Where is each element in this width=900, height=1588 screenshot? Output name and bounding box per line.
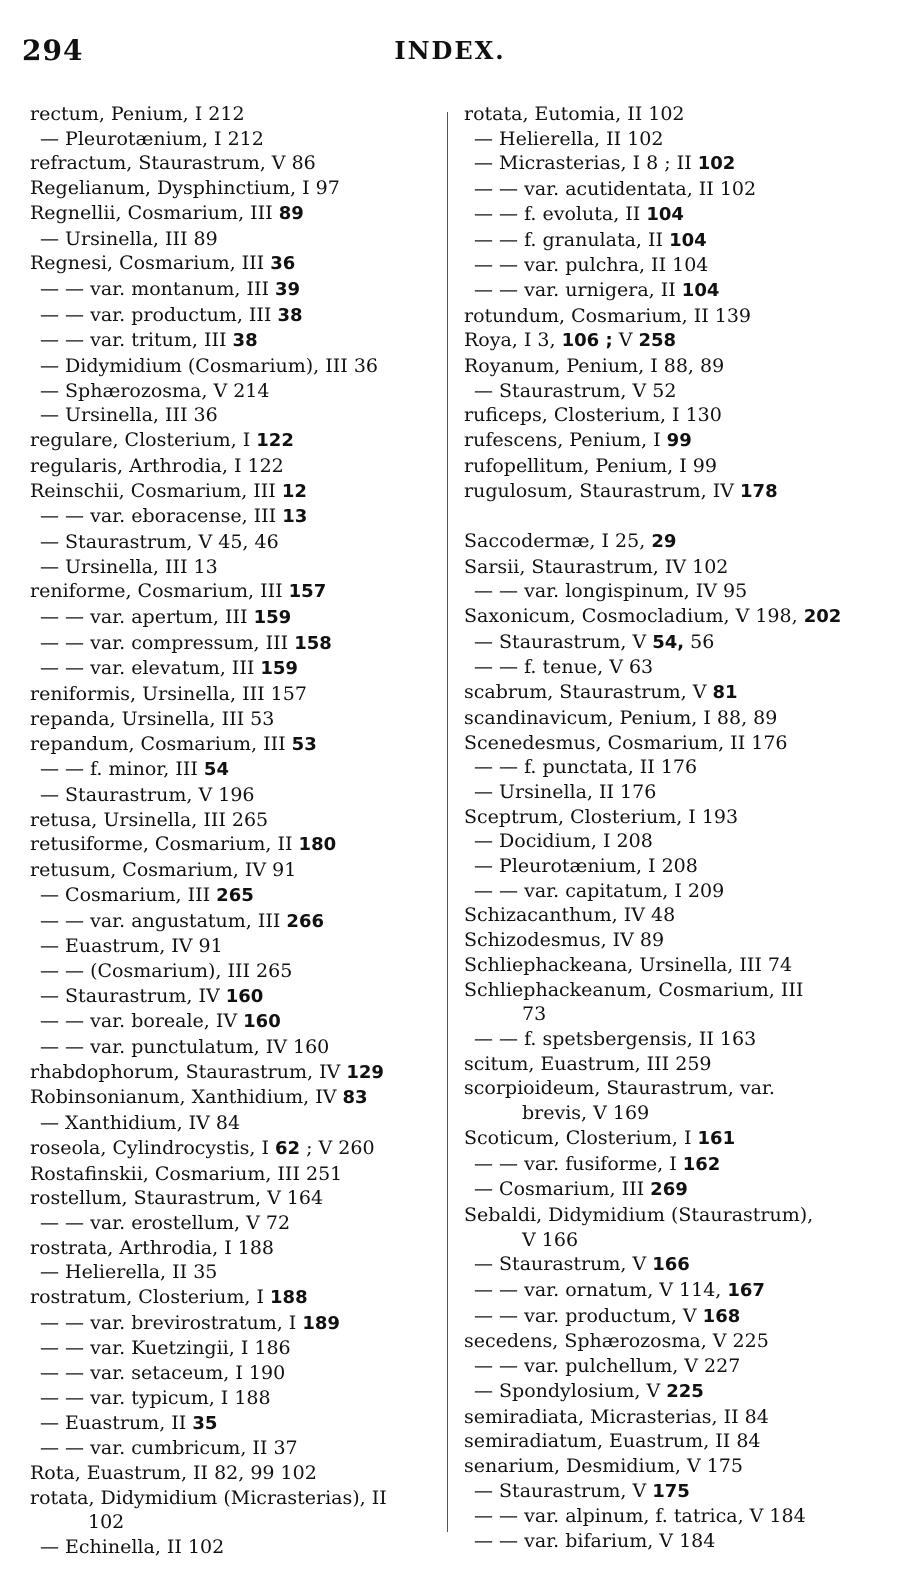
index-entry xyxy=(464,1529,874,1554)
index-entry xyxy=(464,1304,874,1330)
index-entry xyxy=(464,1504,874,1529)
bold-page-ref: 122 xyxy=(256,430,294,452)
index-entry xyxy=(30,732,436,758)
bold-page-ref: 36 xyxy=(270,253,296,275)
index-entry xyxy=(464,1177,874,1203)
entry-text: — — var. compressum, III xyxy=(40,631,295,654)
entry-text: — — (Cosmarium), III 265 xyxy=(40,959,293,982)
index-entry xyxy=(464,127,874,152)
index-entry xyxy=(30,934,436,959)
entry-text: Rota, Euastrum, II 82, 99 102 xyxy=(30,1461,317,1484)
entry-text: Scoticum, Closterium, I xyxy=(464,1126,698,1149)
index-entry xyxy=(464,228,874,254)
index-entry xyxy=(30,579,436,605)
index-entry xyxy=(464,304,874,329)
entry-text: — — var. cumbricum, II 37 xyxy=(40,1437,298,1460)
entry-text: — Helierella, II 35 xyxy=(40,1261,218,1284)
index-entry xyxy=(30,479,436,505)
entry-text: Sarsii, Staurastrum, IV 102 xyxy=(464,555,729,578)
bold-page-ref: 180 xyxy=(298,834,337,856)
entry-text: — — var. capitatum, I 209 xyxy=(474,879,725,902)
bold-page-ref: 266 xyxy=(286,910,324,932)
entry-text: — — var. setaceum, I 190 xyxy=(40,1362,286,1385)
index-entry xyxy=(464,604,874,630)
index-entry xyxy=(30,1535,436,1560)
entry-text: rostratum, Closterium, I xyxy=(30,1286,271,1309)
index-entry xyxy=(30,251,436,277)
bold-page-ref: 38 xyxy=(277,304,303,326)
entry-text: scabrum, Staurastrum, V xyxy=(464,681,713,704)
entry-text: Sebaldi, Didymidium (Staurastrum), xyxy=(464,1203,814,1226)
index-entry xyxy=(30,883,436,909)
index-column-right xyxy=(464,102,874,1554)
index-entry xyxy=(30,1162,436,1187)
index-entry xyxy=(464,1228,874,1253)
entry-text: — — var. typicum, I 188 xyxy=(40,1386,271,1409)
entry-text: V xyxy=(612,329,639,352)
entry-text: — Ursinella, III 89 xyxy=(40,227,218,250)
entry-text: — Ursinella, II 176 xyxy=(474,780,657,803)
index-entry xyxy=(30,1336,436,1361)
page-number: 294 xyxy=(22,34,84,67)
entry-text: — Staurastrum, V 45, 46 xyxy=(40,530,279,553)
index-entry xyxy=(30,379,436,404)
bold-page-ref: 102 xyxy=(697,153,736,175)
entry-text: regulare, Closterium, I xyxy=(30,429,257,452)
index-entry xyxy=(30,102,436,127)
index-entry xyxy=(30,354,436,379)
index-entry xyxy=(30,783,436,808)
entry-text: rotata, Eutomia, II 102 xyxy=(464,103,685,125)
entry-text: Rostafinskii, Cosmarium, III 251 xyxy=(30,1162,343,1185)
bold-page-ref: 54 xyxy=(203,759,229,781)
index-entry xyxy=(30,707,436,732)
entry-text: senarium, Desmidium, V 175 xyxy=(464,1454,743,1477)
bold-page-ref: 258 xyxy=(638,330,677,352)
index-entry xyxy=(464,328,874,354)
index-entry xyxy=(30,1009,436,1035)
entry-text: — Staurastrum, V xyxy=(474,630,653,653)
index-entry xyxy=(30,1361,436,1386)
index-entry xyxy=(30,1060,436,1086)
index-entry xyxy=(30,1136,436,1162)
bold-page-ref: 159 xyxy=(260,658,298,680)
index-entry xyxy=(30,277,436,303)
entry-text: retusa, Ursinella, III 265 xyxy=(30,808,269,831)
entry-text: semiradiata, Micrasterias, II 84 xyxy=(464,1405,769,1428)
index-entry xyxy=(464,1002,874,1027)
entry-text: scitum, Euastrum, III 259 xyxy=(464,1052,712,1075)
entry-text: — Staurastrum, V 196 xyxy=(40,783,255,806)
entry-text: rectum, Penium, I 212 xyxy=(30,103,245,125)
index-entry xyxy=(30,201,436,227)
bold-page-ref: 35 xyxy=(192,1412,218,1434)
entry-text: — — var. montanum, III xyxy=(40,277,275,300)
index-entry xyxy=(464,1379,874,1405)
bold-page-ref: 175 xyxy=(652,1480,690,1502)
entry-text: — Sphærozosma, V 214 xyxy=(40,379,270,402)
bold-page-ref: 269 xyxy=(650,1179,688,1201)
entry-text: — — var. eboracense, III xyxy=(40,505,283,528)
index-entry xyxy=(464,1329,874,1354)
entry-text: repandum, Cosmarium, III xyxy=(30,732,292,755)
entry-text: — — var. erostellum, V 72 xyxy=(40,1211,291,1234)
index-entry xyxy=(464,731,874,756)
index-entry xyxy=(30,631,436,657)
index-entry xyxy=(464,903,874,928)
index-entry xyxy=(30,1386,436,1411)
index-entry xyxy=(464,1405,874,1430)
bold-page-ref: 106 ; xyxy=(561,330,613,352)
index-entry xyxy=(30,1236,436,1261)
index-entry xyxy=(30,555,436,580)
index-entry xyxy=(30,328,436,354)
index-entry xyxy=(30,403,436,428)
entry-text: retusum, Cosmarium, IV 91 xyxy=(30,859,297,882)
entry-text: Schizodesmus, IV 89 xyxy=(464,929,665,952)
entry-text: Schliephackeanum, Cosmarium, III xyxy=(464,978,804,1001)
entry-text: Regelianum, Dysphinctium, I 97 xyxy=(30,177,340,200)
entry-text: 73 xyxy=(522,1003,547,1026)
entry-text: — — var. alpinum, f. tatrica, V 184 xyxy=(474,1505,806,1528)
index-entry xyxy=(464,278,874,304)
index-entry xyxy=(464,151,874,177)
bold-page-ref: 54, xyxy=(652,631,685,653)
index-entry xyxy=(464,579,874,604)
entry-text: Reinschii, Cosmarium, III xyxy=(30,479,282,502)
index-column-left xyxy=(30,102,436,1560)
index-entry xyxy=(464,780,874,805)
entry-text: — — var. bifarium, V 184 xyxy=(474,1530,716,1553)
entry-text: Regnesi, Cosmarium, III xyxy=(30,252,271,275)
bold-page-ref: 167 xyxy=(727,1280,765,1302)
bold-page-ref: 160 xyxy=(243,1011,281,1033)
index-entry xyxy=(464,680,874,706)
entry-text: — — var. acutidentata, II 102 xyxy=(474,178,757,201)
entry-text: Royanum, Penium, I 88, 89 xyxy=(464,355,725,378)
index-spacer xyxy=(464,504,874,529)
index-entry xyxy=(30,1436,436,1461)
index-entry xyxy=(30,1211,436,1236)
entry-text: — — var. pulchellum, V 227 xyxy=(474,1355,741,1378)
entry-text: — Cosmarium, III xyxy=(40,883,217,906)
entry-text: — Didymidium (Cosmarium), III 36 xyxy=(40,355,378,378)
entry-text: Roya, I 3, xyxy=(464,329,562,352)
bold-page-ref: 12 xyxy=(281,480,307,502)
entry-text: — — var. punctulatum, IV 160 xyxy=(40,1036,330,1059)
index-entry xyxy=(464,655,874,680)
entry-text: — Ursinella, III 13 xyxy=(40,555,218,578)
index-entry xyxy=(464,1101,874,1126)
bold-page-ref: 129 xyxy=(346,1061,384,1083)
entry-text: roseola, Cylindrocystis, I xyxy=(30,1136,275,1159)
entry-text: Scenedesmus, Cosmarium, II 176 xyxy=(464,731,788,754)
index-entry xyxy=(464,829,874,854)
entry-text: — Spondylosium, V xyxy=(474,1379,667,1402)
column-divider xyxy=(447,112,448,1532)
index-entry xyxy=(464,1076,874,1101)
index-entry xyxy=(30,176,436,201)
index-entry xyxy=(30,504,436,530)
entry-text: rotata, Didymidium (Micrasterias), II xyxy=(30,1486,387,1509)
index-entry xyxy=(30,1411,436,1437)
index-entry xyxy=(30,127,436,152)
entry-text: secedens, Sphærozosma, V 225 xyxy=(464,1330,769,1353)
index-entry xyxy=(30,454,436,479)
index-entry xyxy=(30,858,436,883)
entry-text: semiradiatum, Euastrum, II 84 xyxy=(464,1430,761,1453)
bold-page-ref: 53 xyxy=(291,733,317,755)
index-entry xyxy=(30,1035,436,1060)
entry-text: — Ursinella, III 36 xyxy=(40,404,218,427)
bold-page-ref: 104 xyxy=(669,229,707,251)
bold-page-ref: 89 xyxy=(278,202,304,224)
entry-text: — — var. fusiforme, I xyxy=(474,1152,683,1175)
entry-text: brevis, V 169 xyxy=(522,1102,650,1125)
entry-text: Sceptrum, Closterium, I 193 xyxy=(464,805,739,828)
index-entry xyxy=(30,1486,436,1511)
entry-text: rufopellitum, Penium, I 99 xyxy=(464,454,717,477)
entry-text: Schliephackeana, Ursinella, III 74 xyxy=(464,953,793,976)
index-entry xyxy=(464,529,874,555)
index-entry xyxy=(30,1285,436,1311)
index-entry xyxy=(464,403,874,428)
entry-text: — — f. spetsbergensis, II 163 xyxy=(474,1028,757,1050)
entry-text: — Echinella, II 102 xyxy=(40,1536,225,1559)
index-entry xyxy=(464,630,874,656)
entry-text: scorpioideum, Staurastrum, var. xyxy=(464,1077,775,1100)
index-entry xyxy=(30,1111,436,1136)
index-entry xyxy=(30,656,436,682)
entry-text: reniforme, Cosmarium, III xyxy=(30,580,289,603)
index-entry xyxy=(464,177,874,202)
entry-text: — Pleurotænium, I 212 xyxy=(40,127,264,150)
entry-text: scandinavicum, Penium, I 88, 89 xyxy=(464,706,778,729)
index-entry xyxy=(464,755,874,780)
entry-text: — — var. brevirostratum, I xyxy=(40,1311,303,1334)
entry-text: ; V 260 xyxy=(300,1136,375,1159)
page-title: INDEX. xyxy=(394,36,506,65)
bold-page-ref: 104 xyxy=(646,203,684,225)
entry-text: — Micrasterias, I 8 ; II xyxy=(474,152,698,175)
entry-text: — — var. productum, V xyxy=(474,1304,703,1327)
index-entry xyxy=(464,555,874,580)
entry-text: — — var. apertum, III xyxy=(40,606,254,629)
index-entry xyxy=(30,303,436,329)
bold-page-ref: 81 xyxy=(712,682,738,704)
entry-text: Robinsonianum, Xanthidium, IV xyxy=(30,1086,343,1109)
entry-text: Schizacanthum, IV 48 xyxy=(464,904,676,927)
bold-page-ref: 38 xyxy=(232,330,258,352)
index-entry xyxy=(30,984,436,1010)
index-entry xyxy=(30,682,436,707)
entry-text: repanda, Ursinella, III 53 xyxy=(30,707,275,730)
index-entry xyxy=(464,1354,874,1379)
index-entry xyxy=(464,428,874,454)
entry-text: — Pleurotænium, I 208 xyxy=(474,855,698,878)
entry-text: — Staurastrum, V xyxy=(474,1479,653,1502)
bold-page-ref: 189 xyxy=(302,1312,340,1334)
bold-page-ref: 157 xyxy=(288,581,327,603)
bold-page-ref: 188 xyxy=(270,1287,308,1309)
entry-text: rostrata, Arthrodia, I 188 xyxy=(30,1236,275,1259)
entry-text: — — f. punctata, II 176 xyxy=(474,756,698,779)
index-entry xyxy=(30,227,436,252)
index-entry xyxy=(464,354,874,379)
index-entry xyxy=(464,479,874,505)
entry-text: — — var. longispinum, IV 95 xyxy=(474,580,748,603)
entry-text: — — var. urnigera, II xyxy=(474,278,682,301)
bold-page-ref: 225 xyxy=(666,1380,704,1402)
index-entry xyxy=(464,978,874,1003)
bold-page-ref: 265 xyxy=(216,884,254,906)
entry-text: reniformis, Ursinella, III 157 xyxy=(30,683,307,706)
index-entry xyxy=(30,1186,436,1211)
bold-page-ref: 178 xyxy=(740,480,778,502)
index-entry xyxy=(30,1260,436,1285)
bold-page-ref: 83 xyxy=(342,1087,368,1109)
index-entry xyxy=(30,1085,436,1111)
entry-text: — Cosmarium, III xyxy=(474,1178,651,1201)
page-header xyxy=(22,34,878,74)
entry-text: — Helierella, II 102 xyxy=(474,127,664,150)
entry-text: — — var. elevatum, III xyxy=(40,657,261,680)
index-entry xyxy=(30,151,436,176)
entry-text: Saccodermæ, I 25, xyxy=(464,529,652,552)
entry-text: rhabdophorum, Staurastrum, IV xyxy=(30,1060,347,1083)
index-entry xyxy=(30,1311,436,1337)
bold-page-ref: 99 xyxy=(666,430,692,452)
bold-page-ref: 29 xyxy=(651,530,677,552)
bold-page-ref: 62 xyxy=(275,1137,301,1159)
index-entry xyxy=(464,1278,874,1304)
index-entry xyxy=(30,1461,436,1486)
index-entry xyxy=(464,1203,874,1228)
entry-text: — — var. productum, III xyxy=(40,303,278,326)
index-entry xyxy=(464,1479,874,1505)
entry-text: Saxonicum, Cosmocladium, V 198, xyxy=(464,605,804,628)
entry-text: — Xanthidium, IV 84 xyxy=(40,1112,241,1135)
entry-text: — Staurastrum, IV xyxy=(40,984,226,1007)
index-entry xyxy=(464,102,874,127)
entry-text: rufescens, Penium, I xyxy=(464,429,667,452)
entry-text: — — f. granulata, II xyxy=(474,228,670,251)
entry-text: — — f. evoluta, II xyxy=(474,202,647,225)
bold-page-ref: 159 xyxy=(253,607,292,629)
index-entry xyxy=(30,959,436,984)
entry-text: — — var. angustatum, III xyxy=(40,909,287,932)
entry-text: — Staurastrum, V xyxy=(474,1253,653,1276)
entry-text: — — var. tritum, III xyxy=(40,329,233,352)
entry-text: — — var. boreale, IV xyxy=(40,1010,244,1033)
entry-text: V 166 xyxy=(522,1228,579,1251)
bold-page-ref: 160 xyxy=(225,985,264,1007)
entry-text: — — var. pulchra, II 104 xyxy=(474,254,709,277)
entry-text: retusiforme, Cosmarium, II xyxy=(30,833,299,856)
bold-page-ref: 166 xyxy=(652,1254,690,1276)
index-entry xyxy=(464,805,874,830)
entry-text: 102 xyxy=(88,1511,125,1534)
index-entry xyxy=(30,832,436,858)
entry-text: — — var. Kuetzingii, I 186 xyxy=(40,1337,291,1360)
index-entry xyxy=(464,928,874,953)
entry-text: — — f. tenue, V 63 xyxy=(474,656,654,679)
bold-page-ref: 162 xyxy=(682,1153,721,1175)
index-entry xyxy=(464,854,874,879)
index-entry xyxy=(464,1252,874,1278)
index-entry xyxy=(464,202,874,228)
entry-text: — — var. ornatum, V 114, xyxy=(474,1279,728,1302)
index-entry xyxy=(464,879,874,904)
bold-page-ref: 168 xyxy=(702,1305,741,1327)
bold-page-ref: 202 xyxy=(803,606,842,628)
index-entry xyxy=(464,706,874,731)
index-entry xyxy=(464,1152,874,1178)
entry-text: — Staurastrum, V 52 xyxy=(474,379,677,402)
index-entry xyxy=(30,808,436,833)
index-entry xyxy=(464,1052,874,1077)
entry-text: rugulosum, Staurastrum, IV xyxy=(464,479,741,502)
index-entry xyxy=(30,428,436,454)
index-entry xyxy=(464,1126,874,1152)
bold-page-ref: 161 xyxy=(697,1127,736,1149)
entry-text: regularis, Arthrodia, I 122 xyxy=(30,454,284,477)
index-entry xyxy=(30,757,436,783)
index-entry xyxy=(464,1027,874,1052)
index-entry xyxy=(464,1429,874,1454)
entry-text: rostellum, Staurastrum, V 164 xyxy=(30,1187,324,1210)
index-entry xyxy=(464,1454,874,1479)
index-entry xyxy=(464,953,874,978)
bold-page-ref: 158 xyxy=(294,632,332,654)
index-entry xyxy=(30,530,436,555)
entry-text: — Docidium, I 208 xyxy=(474,830,653,853)
index-entry xyxy=(30,909,436,935)
index-entry xyxy=(30,605,436,631)
bold-page-ref: 104 xyxy=(681,279,720,301)
entry-text: 56 xyxy=(684,630,715,653)
bold-page-ref: 13 xyxy=(282,506,308,528)
index-entry xyxy=(464,454,874,479)
entry-text: Regnellii, Cosmarium, III xyxy=(30,201,279,224)
index-entry xyxy=(464,379,874,404)
entry-text: rotundum, Cosmarium, II 139 xyxy=(464,304,752,327)
entry-text: refractum, Staurastrum, V 86 xyxy=(30,152,316,175)
index-entry xyxy=(30,1510,436,1535)
entry-text: ruficeps, Closterium, I 130 xyxy=(464,404,722,427)
entry-text: — Euastrum, II xyxy=(40,1411,193,1434)
bold-page-ref: 39 xyxy=(275,278,301,300)
entry-text: — Euastrum, IV 91 xyxy=(40,935,223,958)
entry-text: — — f. minor, III xyxy=(40,758,204,781)
index-entry xyxy=(464,253,874,278)
